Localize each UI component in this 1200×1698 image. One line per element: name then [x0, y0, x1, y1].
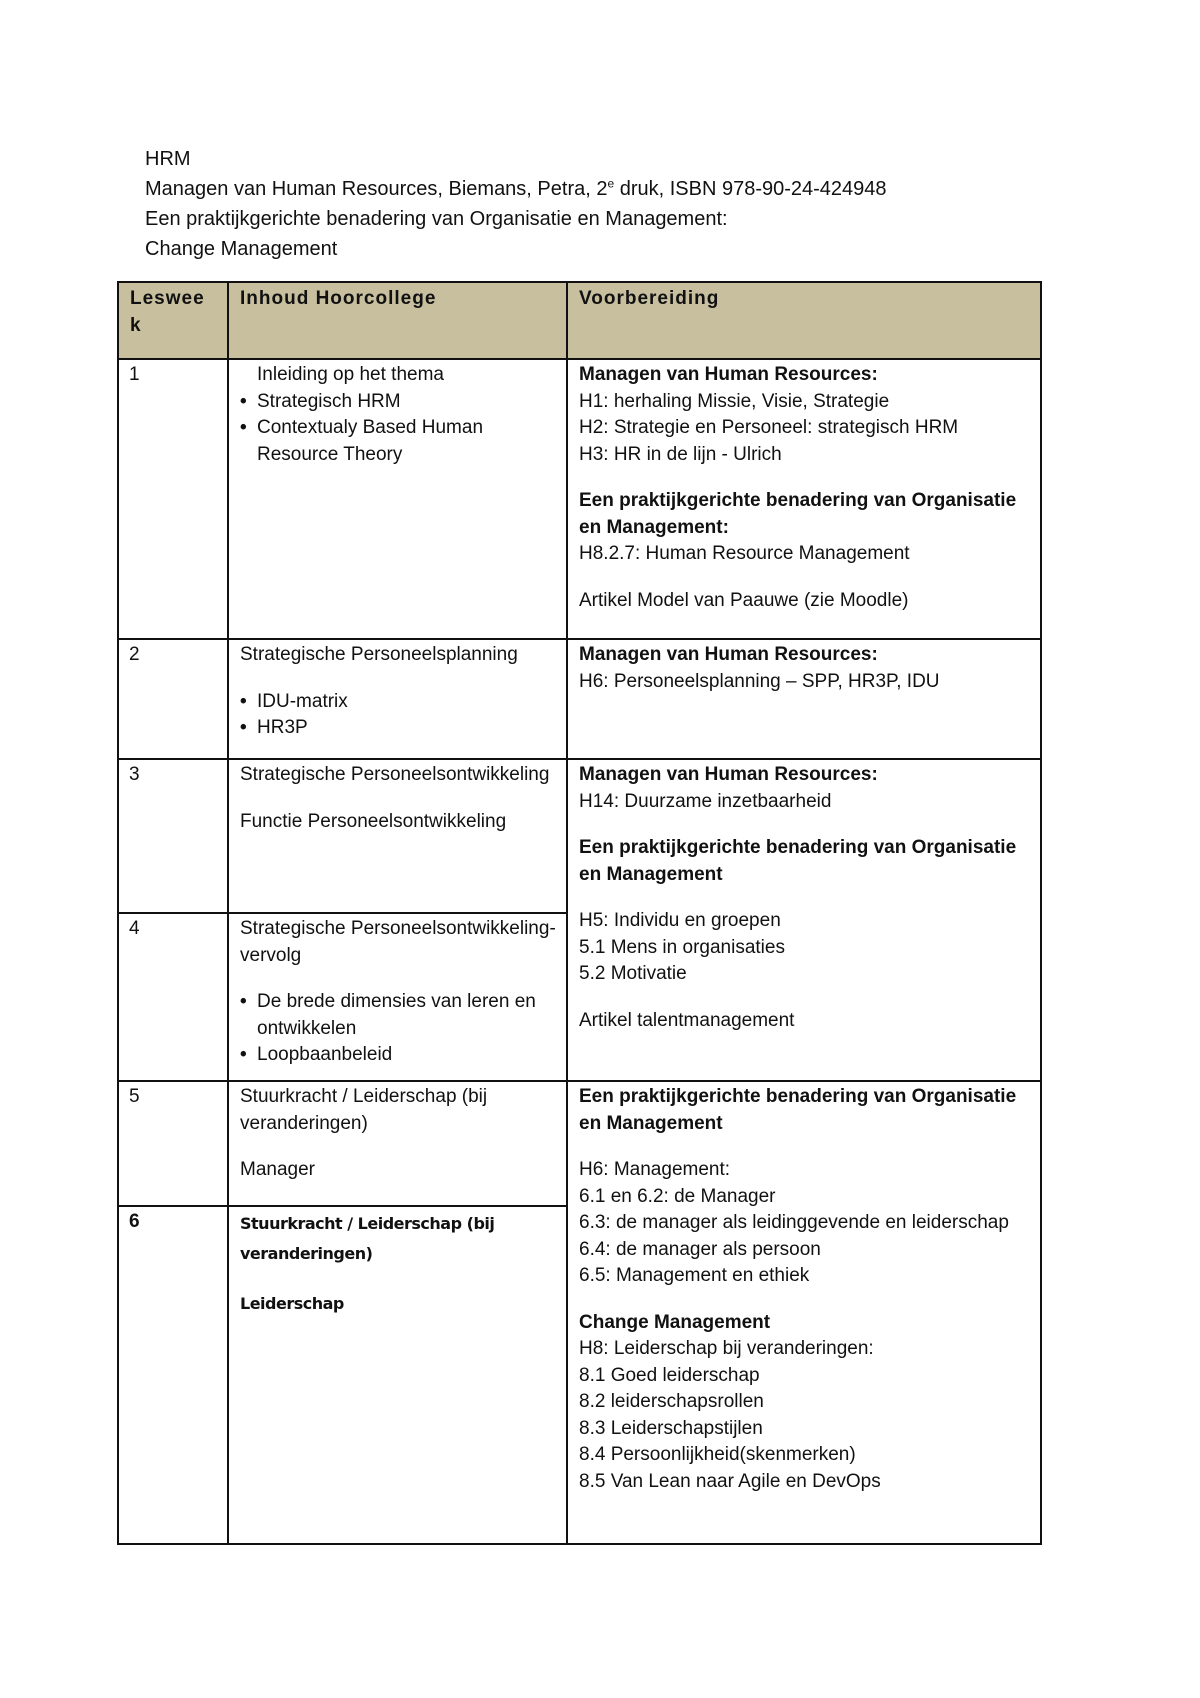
header-content: Inhoud Hoorcollege — [228, 282, 567, 359]
lecture-content — [228, 359, 567, 639]
preparation: Managen van Human Resources: H1: herhaling Missie, Visie, Strategie H2: Strategie en Personeel: strategisch HRM H3: HR in de lijn - Ulrich Een praktijkgerichte benadering van Organisatie en Management: H8.2.7: Human Resource Management Artikel Model van Paauwe (zie Moodle) — [567, 359, 1041, 639]
table-header-row — [118, 282, 1041, 359]
list-item: • HR3P — [257, 715, 556, 742]
book-reference-3: Change Management — [145, 238, 338, 260]
list-item: • De brede dimensies van leren en ontwikkelen — [257, 989, 556, 1042]
lecture-content: Strategische Personeelsontwikkeling-vervolg • De brede dimensies van leren en ontwikkelen • Loopbaanbeleid — [228, 913, 567, 1081]
book-reference-1: Managen van Human Resources, Biemans, Petra, 2e druk, ISBN 978-90-24-424948 — [145, 176, 887, 200]
lecture-content: Strategische Personeelsplanning • IDU-matrix • HR3P — [228, 639, 567, 759]
document-header — [145, 144, 887, 264]
list-item: • Loopbaanbeleid — [257, 1042, 556, 1069]
week-number: 2 — [118, 639, 228, 759]
header-week: Leswee k — [118, 282, 228, 359]
book-reference-2: Een praktijkgerichte benadering van Organisatie en Management: — [145, 208, 728, 230]
list-item: Inleiding op het thema — [257, 364, 444, 385]
preparation: Een praktijkgerichte benadering van Organisatie en Management H6: Management: 6.1 en 6.2: de Manager 6.3: de manager als leidinggevende en leiderschap 6.4: de manager als persoon 6.5: Management en ethiek Change Management H8: Leiderschap bij veranderingen: 8.1 Goed leiderschap 8.2 leiderschapsrollen 8.3 Leiderschapstijlen 8.4 Persoonlijkheid(skenmerken) 8.5 Van Lean naar Agile en DevOps — [567, 1081, 1041, 1544]
preparation: Managen van Human Resources: H6: Personeelsplanning – SPP, HR3P, IDU — [567, 639, 1041, 759]
week-number: 6 — [118, 1206, 228, 1544]
list-item: • Strategisch HRM — [257, 389, 556, 416]
table-row — [118, 1081, 1041, 1206]
table-row — [118, 359, 1041, 639]
preparation: Managen van Human Resources: H14: Duurzame inzetbaarheid Een praktijkgerichte benadering van Organisatie en Management H5: Individu en groepen 5.1 Mens in organisaties 5.2 Motivatie Artikel talentmanagement — [567, 759, 1041, 1081]
week-number: 3 — [118, 759, 228, 913]
course-title: HRM — [145, 148, 191, 170]
table-row — [118, 639, 1041, 759]
lecture-content: Stuurkracht / Leiderschap (bij veranderingen) Manager — [228, 1081, 567, 1206]
schedule-table — [117, 281, 1042, 1545]
lecture-content: Strategische Personeelsontwikkeling Functie Personeelsontwikkeling — [228, 759, 567, 913]
lecture-content: Stuurkracht / Leiderschap (bij veranderingen) Leiderschap — [228, 1206, 567, 1544]
week-number: 4 — [118, 913, 228, 1081]
week-number: 1 — [118, 359, 228, 639]
header-preparation: Voorbereiding — [567, 282, 1041, 359]
list-item: • Contextualy Based Human Resource Theory — [257, 415, 556, 468]
table-row — [118, 759, 1041, 913]
list-item: • IDU-matrix — [257, 689, 556, 716]
week-number: 5 — [118, 1081, 228, 1206]
